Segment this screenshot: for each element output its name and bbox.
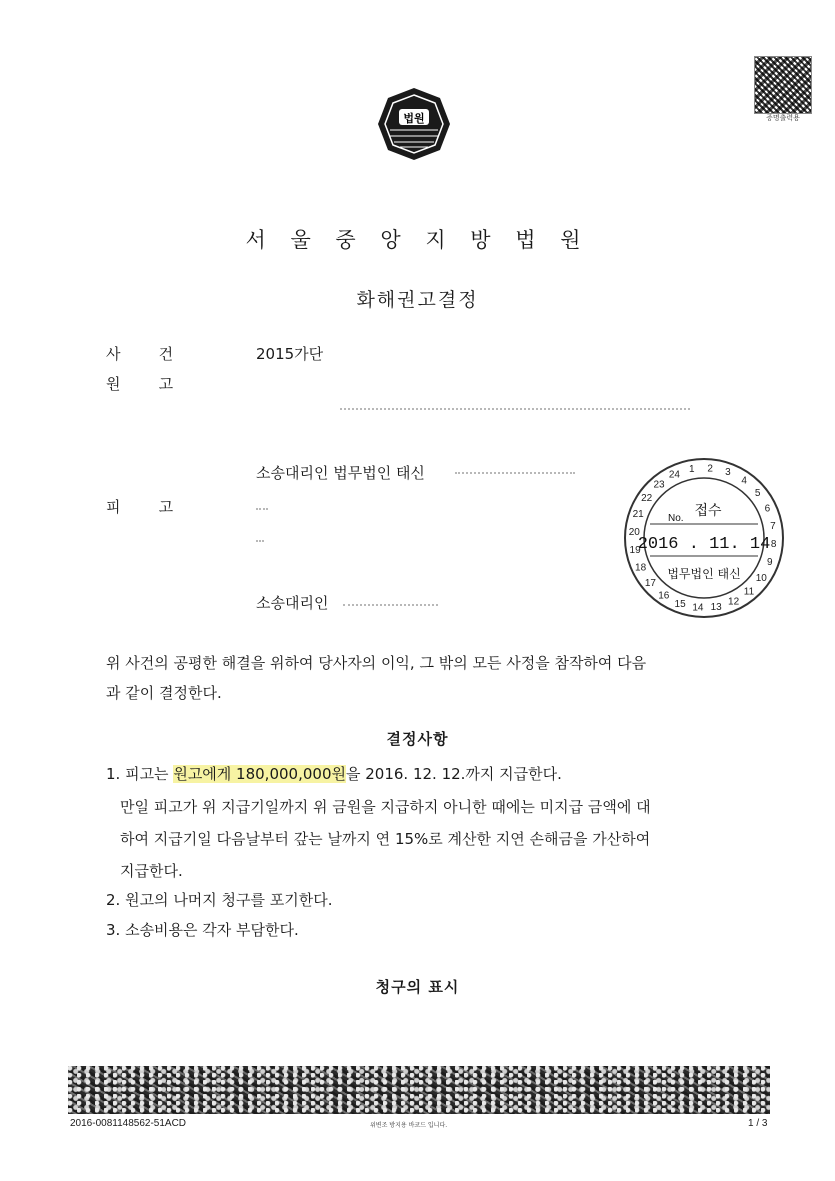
stamp-ring-number: 23	[653, 479, 665, 491]
decision-heading: 결정사항	[386, 730, 449, 748]
stamp-ring-number: 11	[743, 586, 755, 598]
stamp-ring-number: 3	[725, 467, 731, 479]
court-name: 서 울 중 앙 지 방 법 원	[245, 228, 590, 252]
barcode-notice: 위변조 방지용 바코드 입니다.	[370, 1122, 448, 1129]
stamp-ring-number: 21	[632, 509, 644, 521]
redacted-defendant-address	[256, 540, 264, 544]
stamp-ring-number: 17	[644, 578, 656, 589]
anti-forgery-barcode	[68, 1066, 770, 1114]
defendant-agent: 소송대리인	[256, 594, 329, 612]
document-title: 화해권고결정	[356, 289, 479, 311]
stamp-ring-number: 19	[629, 545, 641, 557]
stamp-ring-number: 20	[628, 526, 640, 538]
stamp-ring-number: 7	[770, 520, 776, 532]
stamp-date: 2016 . 11. 14	[637, 535, 771, 554]
stamp-no-label: No.	[668, 513, 684, 524]
stamp-ring-number: 9	[767, 556, 773, 568]
stamp-ring-number: 13	[710, 601, 722, 613]
stamp-ring-number: 1	[689, 464, 695, 476]
decision-item-1-line-2: 만일 피고가 위 지급기일까지 위 금원을 지급하지 아니한 때에는 미지급 금액에 대	[120, 798, 651, 816]
defendant-label: 피 고	[106, 498, 174, 516]
stamp-ring-number: 22	[641, 492, 653, 504]
decision-item-1-line-4: 지급한다.	[120, 862, 183, 880]
stamp-ring-number: 8	[770, 539, 777, 551]
stamp-ring-number: 2	[707, 463, 713, 475]
court-emblem	[376, 86, 452, 162]
redacted-plaintiff-agent	[455, 472, 575, 476]
stamp-ring-number: 16	[658, 590, 670, 602]
stamp-ring-number: 5	[754, 488, 761, 499]
redacted-plaintiff-address	[340, 408, 690, 412]
emblem-label: 법원	[403, 112, 425, 125]
plaintiff-label: 원 고	[106, 375, 174, 393]
stamp-label: 접수	[694, 503, 722, 519]
qr-caption: 증명출력용	[766, 114, 800, 122]
stamp-ring-number: 24	[668, 469, 680, 481]
page-number: 1 / 3	[748, 1118, 768, 1129]
decision-item-1	[106, 756, 562, 792]
plaintiff-agent: 소송대리인 법무법인 태신	[256, 464, 425, 482]
intro-line-2: 과 같이 결정한다.	[106, 684, 222, 702]
stamp-ring-number: 10	[755, 573, 767, 585]
intro-line-1: 위 사건의 공평한 해결을 위하여 당사자의 이익, 그 밖의 모든 사정을 참작하여 다음	[106, 654, 647, 672]
decision-item-1-line-3: 하여 지급기일 다음날부터 갚는 날까지 연 15%로 계산한 지연 손해금을 가산하여	[120, 830, 651, 848]
document-id: 2016-0081148562-51ACD	[70, 1118, 187, 1129]
stamp-receiver: 법무법인 태신	[667, 567, 741, 581]
stamp-ring-number: 6	[764, 503, 771, 515]
claim-heading: 청구의 표시	[375, 978, 460, 996]
stamp-ring-number: 14	[692, 602, 704, 614]
stamp-ring-number: 15	[674, 598, 686, 610]
decision-item-1-prefix: 1. 피고는	[106, 765, 174, 783]
case-label: 사 건	[106, 345, 174, 363]
case-number: 2015가단	[256, 345, 324, 363]
qr-code	[754, 56, 812, 114]
stamp-ring-number: 12	[728, 596, 740, 608]
stamp-ring-number: 18	[635, 562, 647, 574]
decision-item-2: 2. 원고의 나머지 청구를 포기한다.	[106, 891, 333, 909]
decision-item-3: 3. 소송비용은 각자 부담한다.	[106, 921, 299, 939]
redacted-defendant-agent	[343, 604, 438, 608]
highlighted-amount: 원고에게 180,000,000원	[173, 765, 346, 783]
receipt-stamp	[622, 456, 786, 620]
decision-item-1-suffix: 을 2016. 12. 12.까지 지급한다.	[345, 765, 562, 783]
stamp-ring-number: 4	[741, 475, 747, 487]
redacted-defendant-name	[256, 508, 268, 512]
